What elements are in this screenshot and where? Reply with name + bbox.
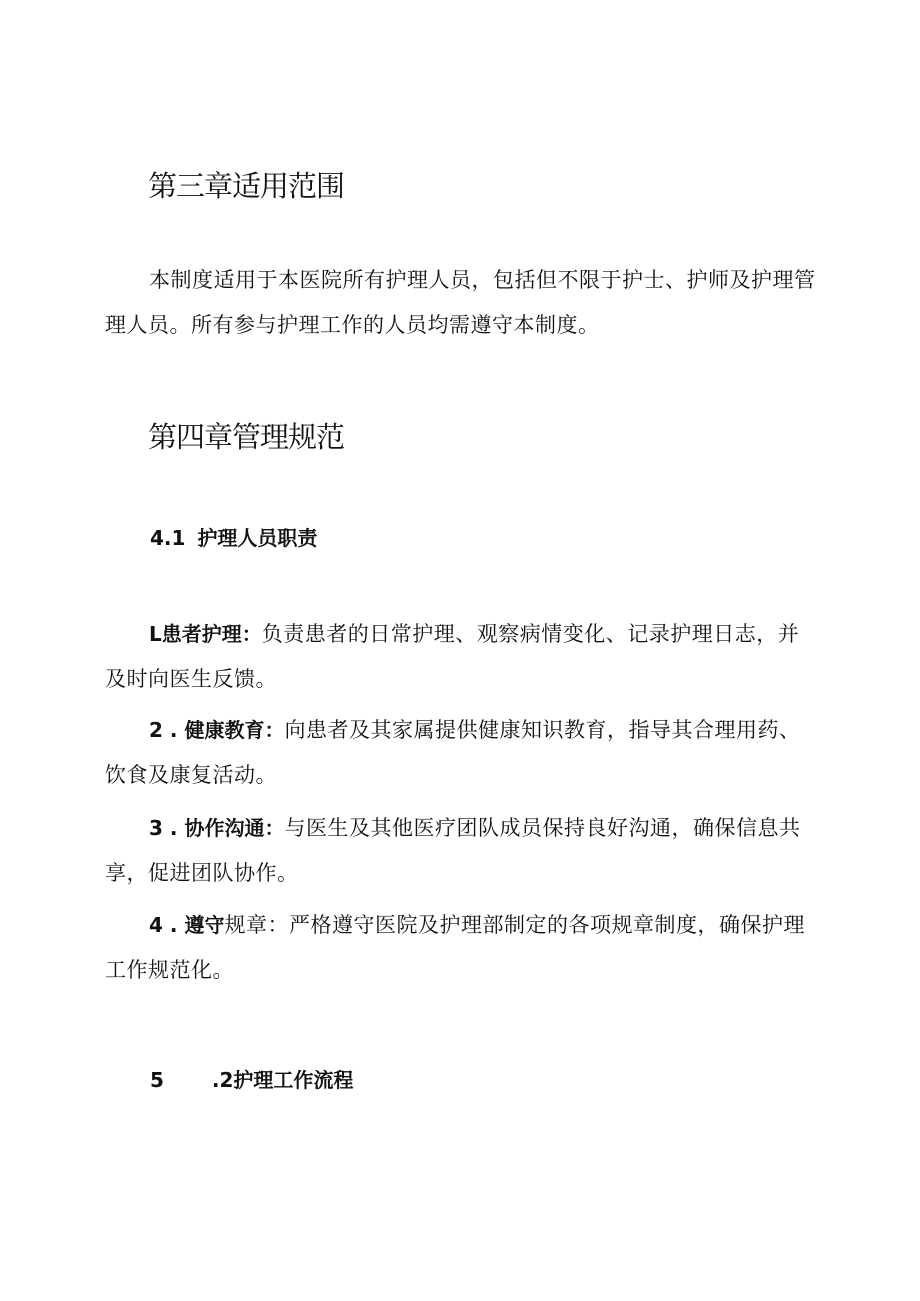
chapter-4-heading: 第四章管理规范 xyxy=(148,420,345,454)
list-item-2-text: 向患者及其家属提供健康知识教育，指导其合理用药、饮食及康复活动。 xyxy=(105,718,801,787)
list-item-4-lead: 4 . 遵守 xyxy=(149,913,225,937)
list-item-1-text: 负责患者的日常护理、观察病情变化、记录护理日志，并及时向医生反馈。 xyxy=(105,622,800,691)
list-item-3-text: 与医生及其他医疗团队成员保持良好沟通，确保信息共享，促进团队协作。 xyxy=(105,816,801,885)
list-item-1 xyxy=(105,612,817,702)
chapter-3-body: 本制度适用于本医院所有护理人员，包括但不限于护士、护师及护理管理人员。所有参与护理工作的人员均需遵守本制度。 xyxy=(105,268,816,337)
list-item-4 xyxy=(105,903,817,993)
list-item-3-lead: 3 . 协作沟通： xyxy=(149,816,285,840)
list-item-2-lead: 2 . 健康教育： xyxy=(149,718,285,742)
section-4-1-number: 4.1 xyxy=(150,526,186,550)
section-4-1-title: 护理人员职责 xyxy=(197,526,318,550)
section-4-1-heading xyxy=(150,522,317,551)
list-item-1-lead: L患者护理： xyxy=(149,622,262,646)
section-4-2-number: 5 xyxy=(150,1068,164,1092)
list-item-4-text: 规章：严格遵守医院及护理部制定的各项规章制度，确保护理工作规范化。 xyxy=(105,913,805,982)
section-4-2-heading xyxy=(150,1064,353,1093)
section-4-2-title: .2护理工作流程 xyxy=(211,1068,354,1092)
list-item-3 xyxy=(105,806,817,896)
chapter-3-heading: 第三章适用范围 xyxy=(148,169,345,203)
list-item-2 xyxy=(105,708,817,798)
